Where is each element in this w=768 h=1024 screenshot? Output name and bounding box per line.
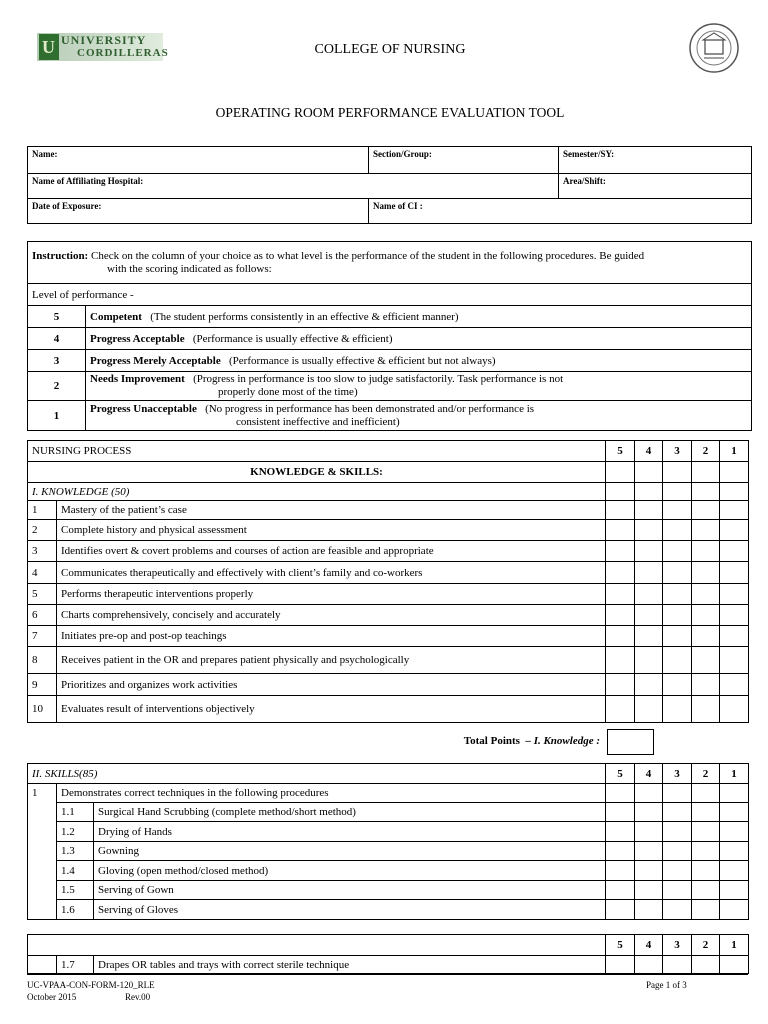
score-checkbox[interactable] bbox=[663, 696, 692, 723]
name-field[interactable]: Name: bbox=[28, 147, 369, 174]
score-checkbox[interactable] bbox=[692, 900, 720, 920]
score-checkbox[interactable] bbox=[692, 647, 720, 674]
total-points-box[interactable] bbox=[607, 729, 654, 755]
item-number: 9 bbox=[28, 674, 57, 696]
score-checkbox[interactable] bbox=[692, 842, 720, 861]
score-checkbox[interactable] bbox=[692, 501, 720, 520]
level-name: Progress Acceptable bbox=[90, 332, 185, 345]
sub-item-text: Surgical Hand Scrubbing (complete method/short method) bbox=[94, 803, 606, 822]
sub-item-text: Gloving (open method/closed method) bbox=[94, 861, 606, 881]
score-checkbox[interactable] bbox=[720, 900, 749, 920]
instruction-table bbox=[27, 241, 752, 431]
score-checkbox[interactable] bbox=[720, 562, 749, 584]
item-text: Identifies overt & covert problems and courses of action are feasible and appropriate bbox=[57, 541, 606, 562]
table-row bbox=[28, 861, 749, 881]
table-row bbox=[28, 822, 749, 842]
score-header: 5 bbox=[606, 441, 635, 462]
table-row bbox=[28, 605, 749, 626]
footer-rule bbox=[27, 974, 748, 975]
sub-item-number: 1.5 bbox=[57, 881, 94, 900]
skills-table bbox=[27, 763, 749, 920]
sub-item-number: 1.6 bbox=[57, 900, 94, 920]
score-checkbox[interactable] bbox=[663, 674, 692, 696]
level-desc: (Progress in performance is too slow to judge satisfactorily. Task performance is not bbox=[193, 373, 564, 385]
score-checkbox[interactable] bbox=[606, 584, 635, 605]
score-checkbox[interactable] bbox=[635, 696, 663, 723]
form-date: October 2015 bbox=[27, 992, 77, 1002]
score-checkbox[interactable] bbox=[692, 541, 720, 562]
semester-field[interactable]: Semester/SY: bbox=[559, 147, 752, 174]
table-row bbox=[28, 584, 749, 605]
score-checkbox[interactable] bbox=[663, 956, 692, 974]
item-number: 1 bbox=[28, 501, 57, 520]
score-checkbox[interactable] bbox=[663, 803, 692, 822]
score-checkbox[interactable] bbox=[635, 584, 663, 605]
sub-item-number: 1.2 bbox=[57, 822, 94, 842]
level-row bbox=[28, 350, 752, 372]
level-row bbox=[28, 401, 752, 431]
score-header: 5 bbox=[606, 764, 635, 784]
university-seal bbox=[688, 22, 740, 74]
score-checkbox[interactable] bbox=[635, 803, 663, 822]
sub-item-text: Gowning bbox=[94, 842, 606, 861]
university-logo bbox=[37, 31, 169, 63]
score-checkbox[interactable] bbox=[663, 584, 692, 605]
item-text: Communicates therapeutically and effectively with client’s family and co-workers bbox=[57, 562, 606, 584]
table-row bbox=[28, 881, 749, 900]
sub-item-text: Drapes OR tables and trays with correct sterile technique bbox=[94, 956, 606, 974]
table-row bbox=[28, 562, 749, 584]
item-number: 2 bbox=[28, 520, 57, 541]
item-text: Receives patient in the OR and prepares patient physically and psychologically bbox=[57, 647, 606, 674]
ci-field[interactable]: Name of CI : bbox=[369, 199, 752, 224]
knowledge-table bbox=[27, 440, 749, 723]
score-checkbox[interactable] bbox=[635, 842, 663, 861]
score-header: 2 bbox=[692, 935, 720, 956]
score-checkbox[interactable] bbox=[663, 861, 692, 881]
score-checkbox[interactable] bbox=[720, 674, 749, 696]
score-checkbox[interactable] bbox=[720, 803, 749, 822]
table-row bbox=[28, 696, 749, 723]
score-checkbox[interactable] bbox=[635, 822, 663, 842]
score-checkbox[interactable] bbox=[720, 520, 749, 541]
level-name: Progress Merely Acceptable bbox=[90, 354, 221, 367]
seal-icon bbox=[688, 22, 740, 74]
score-checkbox[interactable] bbox=[663, 520, 692, 541]
score-checkbox[interactable] bbox=[635, 541, 663, 562]
nursing-process-heading: NURSING PROCESS bbox=[28, 441, 606, 462]
score-checkbox[interactable] bbox=[720, 541, 749, 562]
score-checkbox[interactable] bbox=[635, 562, 663, 584]
level-desc: (The student performs consistently in an effective & efficient manner) bbox=[150, 310, 459, 323]
hospital-field[interactable]: Name of Affiliating Hospital: bbox=[28, 174, 559, 199]
level-score: 3 bbox=[28, 350, 86, 372]
score-checkbox[interactable] bbox=[720, 881, 749, 900]
score-checkbox[interactable] bbox=[606, 881, 635, 900]
item-text: Charts comprehensively, concisely and accurately bbox=[57, 605, 606, 626]
score-checkbox[interactable] bbox=[692, 674, 720, 696]
score-header: 1 bbox=[720, 764, 749, 784]
level-desc2: consistent ineffective and inefficient) bbox=[236, 415, 400, 428]
table-row bbox=[28, 541, 749, 562]
logo-line1: UNIVERSITY bbox=[61, 33, 147, 47]
sub-item-text: Serving of Gown bbox=[94, 881, 606, 900]
score-checkbox[interactable] bbox=[692, 605, 720, 626]
score-checkbox[interactable] bbox=[663, 541, 692, 562]
level-desc: (No progress in performance has been demonstrated and/or performance is bbox=[205, 402, 535, 415]
page-number: Page 1 of 3 bbox=[646, 980, 687, 990]
table-row bbox=[28, 842, 749, 861]
college-name: COLLEGE OF NURSING bbox=[314, 42, 466, 57]
instruction-label: Instruction: bbox=[32, 249, 89, 262]
item-number: 10 bbox=[28, 696, 57, 723]
level-score: 1 bbox=[28, 401, 86, 431]
form-revision: Rev.00 bbox=[125, 992, 151, 1002]
table-row bbox=[28, 626, 749, 647]
score-checkbox[interactable] bbox=[635, 520, 663, 541]
level-desc: (Performance is usually effective & efficient) bbox=[192, 332, 393, 345]
score-checkbox[interactable] bbox=[606, 605, 635, 626]
skills-heading: II. SKILLS(85) bbox=[28, 764, 606, 784]
total-suffix: – I. Knowledge : bbox=[525, 735, 600, 747]
sub-item-text: Drying of Hands bbox=[94, 822, 606, 842]
level-score: 4 bbox=[28, 328, 86, 350]
score-checkbox[interactable] bbox=[606, 900, 635, 920]
score-checkbox[interactable] bbox=[720, 626, 749, 647]
score-checkbox[interactable] bbox=[606, 696, 635, 723]
score-header: 1 bbox=[720, 935, 749, 956]
level-row bbox=[28, 306, 752, 328]
item-number: 1 bbox=[28, 784, 57, 803]
score-checkbox[interactable] bbox=[663, 626, 692, 647]
score-header: 3 bbox=[663, 764, 692, 784]
score-checkbox[interactable] bbox=[635, 881, 663, 900]
item-number: 6 bbox=[28, 605, 57, 626]
level-name: Progress Unacceptable bbox=[90, 402, 197, 415]
knowledge-skills-heading: KNOWLEDGE & SKILLS: bbox=[28, 462, 606, 483]
level-row bbox=[28, 328, 752, 350]
score-checkbox[interactable] bbox=[606, 501, 635, 520]
item-number: 3 bbox=[28, 541, 57, 562]
score-checkbox[interactable] bbox=[606, 647, 635, 674]
item-text: Demonstrates correct techniques in the following procedures bbox=[57, 784, 606, 803]
item-text: Performs therapeutic interventions properly bbox=[57, 584, 606, 605]
knowledge-heading: I. KNOWLEDGE (50) bbox=[28, 483, 606, 501]
level-desc2: properly done most of the time) bbox=[218, 386, 358, 398]
score-checkbox[interactable] bbox=[606, 520, 635, 541]
score-checkbox[interactable] bbox=[720, 861, 749, 881]
score-checkbox[interactable] bbox=[606, 956, 635, 974]
score-checkbox[interactable] bbox=[720, 696, 749, 723]
score-checkbox[interactable] bbox=[663, 822, 692, 842]
total-points-label bbox=[300, 735, 600, 747]
score-checkbox[interactable] bbox=[692, 803, 720, 822]
score-checkbox[interactable] bbox=[720, 647, 749, 674]
area-field[interactable]: Area/Shift: bbox=[559, 174, 752, 199]
score-checkbox[interactable] bbox=[663, 900, 692, 920]
score-checkbox[interactable] bbox=[692, 584, 720, 605]
sub-item-text: Serving of Gloves bbox=[94, 900, 606, 920]
instruction-text2: with the scoring indicated as follows: bbox=[107, 262, 272, 275]
score-checkbox[interactable] bbox=[720, 584, 749, 605]
table-row bbox=[28, 803, 749, 822]
item-text: Prioritizes and organizes work activities bbox=[57, 674, 606, 696]
sub-item-number: 1.7 bbox=[57, 956, 94, 974]
score-checkbox[interactable] bbox=[720, 822, 749, 842]
sub-item-number: 1.3 bbox=[57, 842, 94, 861]
student-info-table bbox=[27, 146, 752, 224]
score-checkbox[interactable] bbox=[720, 501, 749, 520]
score-checkbox[interactable] bbox=[606, 822, 635, 842]
logo-line2: CORDILLERAS bbox=[77, 47, 169, 59]
table-row bbox=[28, 900, 749, 920]
level-score: 2 bbox=[28, 372, 86, 401]
score-checkbox[interactable] bbox=[606, 842, 635, 861]
level-name: Needs Improvement bbox=[90, 373, 185, 385]
item-text: Initiates pre-op and post-op teachings bbox=[57, 626, 606, 647]
score-checkbox[interactable] bbox=[635, 861, 663, 881]
score-checkbox[interactable] bbox=[635, 605, 663, 626]
table-row bbox=[28, 674, 749, 696]
score-header: 3 bbox=[663, 441, 692, 462]
score-header: 4 bbox=[635, 441, 663, 462]
score-checkbox[interactable] bbox=[692, 696, 720, 723]
score-checkbox[interactable] bbox=[720, 605, 749, 626]
score-checkbox[interactable] bbox=[692, 562, 720, 584]
score-checkbox[interactable] bbox=[606, 803, 635, 822]
score-checkbox[interactable] bbox=[692, 520, 720, 541]
table-row bbox=[28, 647, 749, 674]
score-checkbox[interactable] bbox=[663, 647, 692, 674]
score-checkbox[interactable] bbox=[635, 647, 663, 674]
score-header: 3 bbox=[663, 935, 692, 956]
score-header: 4 bbox=[635, 935, 663, 956]
score-checkbox[interactable] bbox=[635, 674, 663, 696]
item-text: Mastery of the patient’s case bbox=[57, 501, 606, 520]
table-row bbox=[28, 956, 749, 974]
score-checkbox[interactable] bbox=[692, 881, 720, 900]
level-name: Competent bbox=[90, 310, 142, 323]
score-checkbox[interactable] bbox=[663, 605, 692, 626]
instruction-cell bbox=[28, 242, 752, 284]
score-checkbox[interactable] bbox=[720, 842, 749, 861]
score-checkbox[interactable] bbox=[606, 562, 635, 584]
item-text: Complete history and physical assessment bbox=[57, 520, 606, 541]
score-checkbox[interactable] bbox=[663, 842, 692, 861]
score-header: 5 bbox=[606, 935, 635, 956]
skills-continued-table bbox=[27, 934, 749, 974]
level-desc: (Performance is usually effective & efficient but not always) bbox=[229, 354, 496, 367]
svg-text:U: U bbox=[42, 37, 55, 57]
item-number: 7 bbox=[28, 626, 57, 647]
score-header: 2 bbox=[692, 764, 720, 784]
score-checkbox[interactable] bbox=[606, 674, 635, 696]
total-label: Total Points bbox=[463, 735, 520, 747]
score-checkbox[interactable] bbox=[606, 861, 635, 881]
score-checkbox[interactable] bbox=[692, 861, 720, 881]
form-code: UC-VPAA-CON-FORM-120_RLE bbox=[27, 980, 155, 990]
sub-item-number: 1.1 bbox=[57, 803, 94, 822]
score-checkbox[interactable] bbox=[635, 900, 663, 920]
score-checkbox[interactable] bbox=[606, 541, 635, 562]
score-header: 2 bbox=[692, 441, 720, 462]
score-checkbox[interactable] bbox=[635, 626, 663, 647]
item-number: 5 bbox=[28, 584, 57, 605]
table-row bbox=[28, 501, 749, 520]
score-checkbox[interactable] bbox=[606, 626, 635, 647]
level-row bbox=[28, 372, 752, 401]
score-checkbox[interactable] bbox=[635, 501, 663, 520]
score-checkbox[interactable] bbox=[663, 501, 692, 520]
item-number: 8 bbox=[28, 647, 57, 674]
table-row bbox=[28, 520, 749, 541]
score-header: 1 bbox=[720, 441, 749, 462]
section-field[interactable]: Section/Group: bbox=[369, 147, 559, 174]
score-checkbox[interactable] bbox=[692, 956, 720, 974]
score-checkbox[interactable] bbox=[635, 956, 663, 974]
instruction-text1: Check on the column of your choice as to what level is the performance of the student in the following procedures. Be guided bbox=[90, 249, 645, 262]
score-checkbox[interactable] bbox=[720, 956, 749, 974]
form-title: OPERATING ROOM PERFORMANCE EVALUATION TOOL bbox=[215, 105, 565, 120]
level-score: 5 bbox=[28, 306, 86, 328]
score-checkbox[interactable] bbox=[692, 822, 720, 842]
item-text: Evaluates result of interventions objectively bbox=[57, 696, 606, 723]
item-number: 4 bbox=[28, 562, 57, 584]
level-label: Level of performance - bbox=[28, 284, 752, 306]
score-header: 4 bbox=[635, 764, 663, 784]
sub-item-number: 1.4 bbox=[57, 861, 94, 881]
score-checkbox[interactable] bbox=[663, 562, 692, 584]
date-field[interactable]: Date of Exposure: bbox=[28, 199, 369, 224]
score-checkbox[interactable] bbox=[663, 881, 692, 900]
score-checkbox[interactable] bbox=[692, 626, 720, 647]
